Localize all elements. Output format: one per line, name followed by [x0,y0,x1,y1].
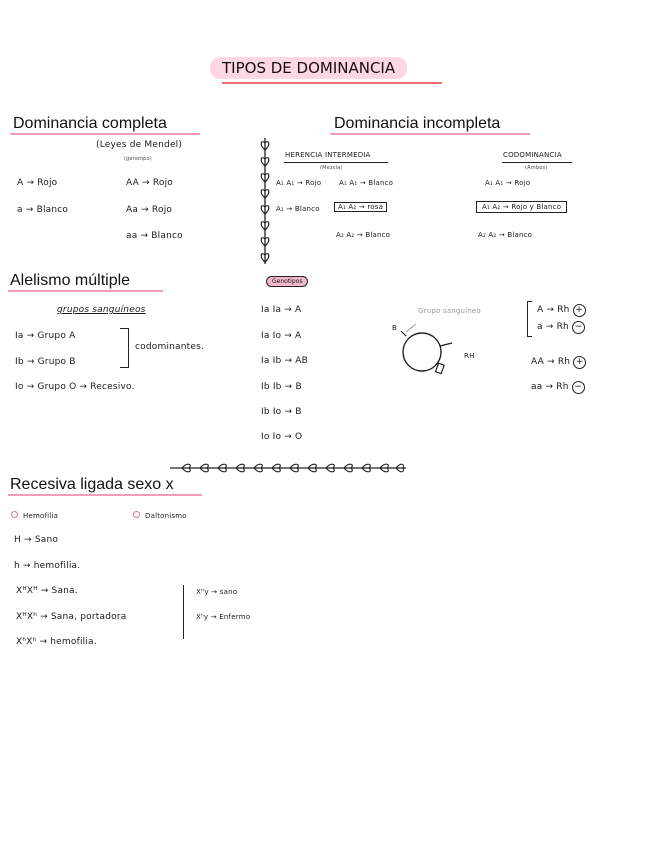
rh-brace [527,301,532,337]
rh-row [531,381,585,394]
completa-genotype-row: aa → Blanco [126,231,183,241]
completa-subheading: (Leyes de Mendel) [96,140,183,150]
codominancia-underline [502,162,572,163]
completa-genotype-row: Aa → Rojo [126,205,173,215]
rh-row-text: a → Rh [537,322,569,332]
completa-row: A → Rojo [17,178,58,188]
heart-chain-divider-horizontal [170,460,406,474]
genotipos-badge: Genotipos [266,276,308,287]
bullet-icon [133,511,140,518]
herencia-genotype-row: A₁ A₁ → Blanco [339,179,394,187]
codominant-label: codominantes. [135,342,205,352]
page-title: TIPOS DE DOMINANCIA [210,57,407,79]
negative-icon: − [572,321,585,334]
genotype-row: Io Io → O [261,432,303,442]
codominancia-row: A₂ A₂ → Blanco [478,231,533,239]
diagram-label: Grupo sanguíneo [418,307,481,315]
rh-row-text: AA → Rh [531,357,571,367]
codominancia-heading: CODOMINANCIA [503,151,562,159]
positive-icon: + [573,356,586,369]
bullet-icon [11,511,18,518]
rh-row-text: A → Rh [537,305,570,315]
herencia-genotype-row: A₂ A₂ → Blanco [336,231,391,239]
negative-icon: − [572,381,585,394]
incompleta-underline [330,133,530,135]
alelismo-underline [8,290,163,292]
herencia-heading: HERENCIA INTERMEDIA [285,151,371,159]
blood-group-row: Io → Grupo O → Recesivo. [15,382,135,392]
herencia-highlight-box: A₁ A₂ → rosa [334,202,387,212]
genotype-row: Ia Io → A [261,331,302,341]
codominant-brace [120,328,129,368]
diagram-rh-label: RH [464,352,475,360]
genotype-divider [183,585,184,639]
female-genotype-row: XᴴXʰ → Sana, portadora [16,612,127,622]
rh-row [537,321,585,334]
bullet-item [133,511,187,520]
herencia-underline [284,162,388,163]
recesiva-row: h → hemofilia. [14,561,81,571]
male-genotype-row: Xʰy → Enfermo [196,613,251,621]
blood-cell-diagram [392,312,482,382]
section-heading-alelismo: Alelismo múltiple [10,272,131,289]
section-heading-recesiva: Recesiva ligada sexo x [10,476,174,493]
female-genotype-row: XʰXʰ → hemofilia. [16,637,97,647]
diagram-b-label: B [392,324,398,332]
completa-row: a → Blanco [17,205,69,215]
completa-underline [10,133,200,135]
bullet-text: Daltonismo [145,512,187,520]
male-genotype-row: Xᴴy → sano [196,588,238,596]
rh-row [531,356,586,369]
title-underline [222,82,442,84]
codominancia-highlight-box: A₁ A₂ → Rojo y Blanco [476,201,567,213]
rh-row-text: aa → Rh [531,382,569,392]
completa-genotype-row: AA → Rojo [126,178,173,188]
genotype-row: Ia Ia → A [261,305,302,315]
heart-chain-divider [258,138,272,264]
herencia-row: A₁ A₁ → Rojo [276,179,322,187]
blood-group-row: Ia → Grupo A [15,331,76,341]
recesiva-row: H → Sano [14,535,59,545]
herencia-row: A₁ → Blanco [276,205,320,213]
herencia-note: (Mezcla) [320,165,343,171]
codominancia-note: (Ambos) [525,165,548,171]
genotype-row: Ib Ib → B [261,382,302,392]
completa-subnote: (genotipo) [124,156,152,162]
section-heading-completa: Dominancia completa [13,115,167,132]
positive-icon: + [573,304,586,317]
female-genotype-row: XᴴXᴴ → Sana. [16,586,78,596]
bullet-item [11,511,58,520]
bullet-text: Hemofilia [23,512,59,520]
genotype-row: Ia Ib → AB [261,356,308,366]
recesiva-underline [8,494,202,496]
section-heading-incompleta: Dominancia incompleta [334,115,501,132]
blood-group-row: Ib → Grupo B [15,357,76,367]
genotype-row: Ib Io → B [261,407,302,417]
alelismo-subheading: grupos sanguíneos [57,305,146,315]
rh-row [537,304,586,317]
codominancia-row: A₁ A₁ → Rojo [485,179,531,187]
